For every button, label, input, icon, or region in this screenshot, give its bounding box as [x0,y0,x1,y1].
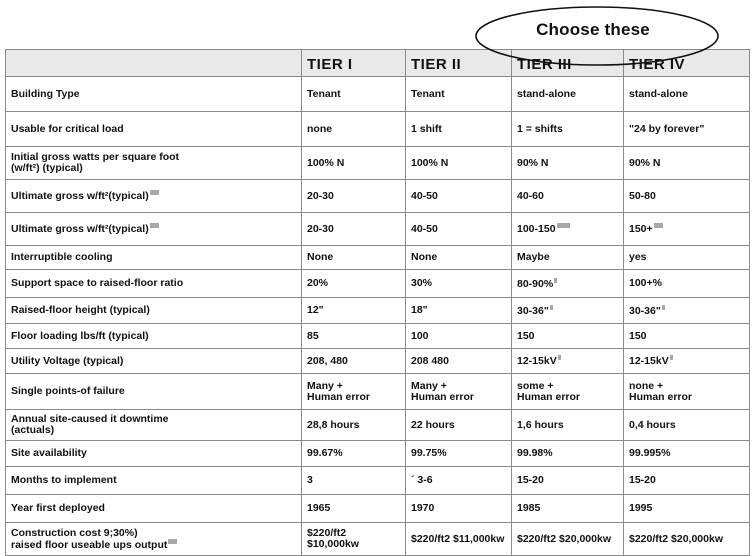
cell-text: 100% N [411,156,449,169]
cell-row-label [6,112,302,147]
cell-tier-3 [512,349,624,374]
cell-text: 30% [411,277,433,289]
cell-text: 85 [307,329,319,342]
cell-text: 20% [307,277,329,289]
cell-tier-2 [406,349,512,374]
cell-text: some + Human error [517,379,581,403]
redaction-mark [558,355,561,360]
cell-text: Interruptible cooling [11,251,113,263]
cell-text: 28,8 hours [307,418,360,431]
cell-text: yes [629,251,647,263]
cell-text: 80-90% [517,277,554,290]
cell-tier-1 [302,467,406,495]
cell-row-label [6,410,302,441]
cell-text: 150+ [629,223,653,235]
cell-text: Initial gross watts per square foot (w/ft²) (typical) [11,151,180,174]
cell-tier-2 [406,213,512,246]
cell-text: Months to implement [11,474,117,486]
cell-tier-3 [512,467,624,495]
cell-text: Usable for critical load [11,122,124,135]
cell-text: 99.75% [411,447,447,459]
cell-text: 1965 [307,502,331,514]
cell-text: stand-alone [517,87,576,100]
cell-tier-1 [302,147,406,180]
cell-tier-3 [512,495,624,523]
cell-tier-2 [406,246,512,270]
redaction-mark [557,223,570,228]
cell-tier-2 [406,324,512,349]
cell-row-label [6,147,302,180]
cell-tier-4 [624,324,750,349]
cell-text: 0,4 hours [629,418,676,431]
cell-tier-4 [624,270,750,298]
cell-text: 208, 480 [307,354,348,367]
cell-tier-1 [302,441,406,467]
cell-row-label [6,213,302,246]
tier-comparison-table [5,49,750,556]
cell-text: Utility Voltage (typical) [11,354,124,367]
cell-text: 208 480 [411,354,449,367]
cell-text: 18" [411,304,428,316]
cell-text: 22 hours [411,418,455,431]
cell-tier-1 [302,410,406,441]
cell-tier-4 [624,246,750,270]
cell-tier-2 [406,410,512,441]
table-row [6,495,750,523]
cell-tier-4 [624,349,750,374]
cell-tier-1 [302,324,406,349]
cell-text: Year first deployed [11,502,105,514]
cell-text: $220/ft2 $20,000kw [629,532,723,545]
table-row [6,180,750,213]
cell-tier-3 [512,77,624,112]
redaction-mark [550,305,553,310]
cell-row-label [6,246,302,270]
redaction-mark [662,305,665,310]
cell-tier-1 [302,495,406,523]
cell-text: none [307,122,333,135]
table-body [6,77,750,556]
cell-tier-1 [302,298,406,324]
cell-tier-4 [624,374,750,410]
cell-tier-3 [512,374,624,410]
header-tier-3: TIER III [512,50,624,77]
cell-tier-2 [406,180,512,213]
header-tier-4: TIER IV [624,50,750,77]
cell-text: $220/ft2 $11,000kw [411,532,505,545]
table-row [6,523,750,556]
cell-text: 100% N [307,156,345,169]
table-row [6,270,750,298]
cell-tier-1 [302,180,406,213]
cell-text: None [411,251,438,263]
table-row [6,441,750,467]
cell-tier-4 [624,467,750,495]
redaction-mark [554,278,557,283]
cell-text: Many + Human error [307,379,371,403]
cell-text: 100+% [629,277,662,289]
cell-row-label [6,467,302,495]
cell-tier-1 [302,246,406,270]
cell-text: 20-30 [307,222,334,235]
cell-tier-2 [406,374,512,410]
cell-text: 1995 [629,502,653,514]
cell-text: 3 [307,474,313,486]
cell-text: Support space to raised-floor ratio [11,277,184,289]
cell-tier-3 [512,180,624,213]
cell-text: "24 by forever" [629,122,705,135]
table-row [6,374,750,410]
cell-tier-1 [302,270,406,298]
table-row [6,213,750,246]
cell-text: Building Type [11,87,80,100]
cell-text: 1,6 hours [517,418,564,431]
cell-text: Many + Human error [411,379,475,403]
table-row [6,77,750,112]
header-tier-2: TIER II [406,50,512,77]
cell-text: 12" [307,304,324,316]
cell-tier-2 [406,147,512,180]
cell-text: 12-15kV [517,355,557,367]
cell-tier-3 [512,147,624,180]
cell-row-label [6,298,302,324]
cell-text: 30-36" [517,304,549,317]
cell-text: Single points-of failure [11,385,125,397]
cell-tier-2 [406,495,512,523]
table-row [6,147,750,180]
cell-tier-3 [512,441,624,467]
cell-text: 1985 [517,502,541,514]
cell-text: 100-150 [517,223,556,235]
cell-tier-1 [302,374,406,410]
cell-tier-3 [512,298,624,324]
table-row [6,467,750,495]
cell-tier-4 [624,495,750,523]
cell-text: $220/ft2 $20,000kw [517,532,611,545]
cell-row-label [6,324,302,349]
cell-tier-3 [512,523,624,556]
cell-row-label [6,77,302,112]
cell-tier-4 [624,298,750,324]
cell-text: 100 [411,329,429,342]
cell-tier-3 [512,324,624,349]
cell-text: $220/ft2 $10,000kw [307,527,359,550]
cell-text: 12-15kV [629,355,669,367]
cell-text: Construction cost 9;30%) raised floor useable ups output [11,526,168,551]
cell-text: Floor loading lbs/ft (typical) [11,329,149,342]
cell-tier-2 [406,270,512,298]
cell-tier-2 [406,298,512,324]
cell-text: 99.995% [629,447,671,459]
cell-tier-3 [512,270,624,298]
cell-tier-4 [624,147,750,180]
cell-text: 20-30 [307,189,334,202]
redaction-mark [168,539,177,544]
cell-row-label [6,349,302,374]
cell-text: 40-50 [411,189,438,202]
cell-text: 15-20 [629,474,656,486]
cell-text: ´ 3-6 [411,474,433,486]
cell-text: Raised-floor height (typical) [11,304,150,316]
table-row [6,112,750,147]
cell-tier-1 [302,523,406,556]
cell-text: 1 = shifts [517,122,563,135]
cell-row-label [6,374,302,410]
redaction-mark [670,355,673,360]
cell-tier-2 [406,467,512,495]
header-tier-1: TIER I [302,50,406,77]
cell-text: 50-80 [629,189,656,202]
cell-tier-3 [512,112,624,147]
cell-tier-2 [406,523,512,556]
cell-text: Ultimate gross w/ft²(typical) [11,190,149,202]
cell-text: 90% N [629,156,661,169]
cell-tier-1 [302,349,406,374]
cell-text: 150 [517,329,535,342]
cell-text: 150 [629,329,647,342]
cell-row-label [6,180,302,213]
cell-text: stand-alone [629,87,688,100]
cell-text: None [307,251,334,263]
cell-text: 15-20 [517,474,544,486]
cell-text: Ultimate gross w/ft²(typical) [11,223,149,235]
cell-tier-2 [406,112,512,147]
cell-text: 30-36" [629,304,661,317]
cell-tier-2 [406,441,512,467]
header-blank [6,50,302,77]
cell-tier-4 [624,441,750,467]
redaction-mark [150,190,159,195]
cell-tier-3 [512,410,624,441]
cell-tier-2 [406,77,512,112]
cell-text: 1 shift [411,122,442,135]
cell-text: 99.67% [307,447,343,459]
cell-text: Tenant [411,87,445,100]
cell-text: 99.98% [517,447,553,459]
cell-row-label [6,270,302,298]
redaction-mark [654,223,663,228]
cell-tier-4 [624,77,750,112]
table-row [6,349,750,374]
cell-text: 1970 [411,502,435,514]
cell-text: 90% N [517,156,549,169]
cell-text: Maybe [517,251,550,263]
choose-these-callout [475,6,719,66]
cell-tier-4 [624,410,750,441]
table-row [6,410,750,441]
cell-tier-4 [624,523,750,556]
table-row [6,298,750,324]
cell-tier-3 [512,246,624,270]
cell-tier-3 [512,213,624,246]
redaction-mark [150,223,159,228]
cell-tier-1 [302,77,406,112]
cell-tier-4 [624,112,750,147]
cell-row-label [6,523,302,556]
cell-tier-4 [624,213,750,246]
table-row [6,324,750,349]
cell-tier-4 [624,180,750,213]
cell-tier-1 [302,213,406,246]
cell-text: 40-60 [517,189,544,202]
cell-text: none + Human error [629,379,693,403]
cell-text: Tenant [307,87,341,100]
table-row [6,246,750,270]
cell-tier-1 [302,112,406,147]
callout-text: Choose these [536,20,650,39]
cell-text: 40-50 [411,222,438,235]
cell-row-label [6,441,302,467]
cell-row-label [6,495,302,523]
cell-text: Annual site-caused it downtime (actuals) [11,413,169,436]
cell-text: Site availability [11,447,87,459]
